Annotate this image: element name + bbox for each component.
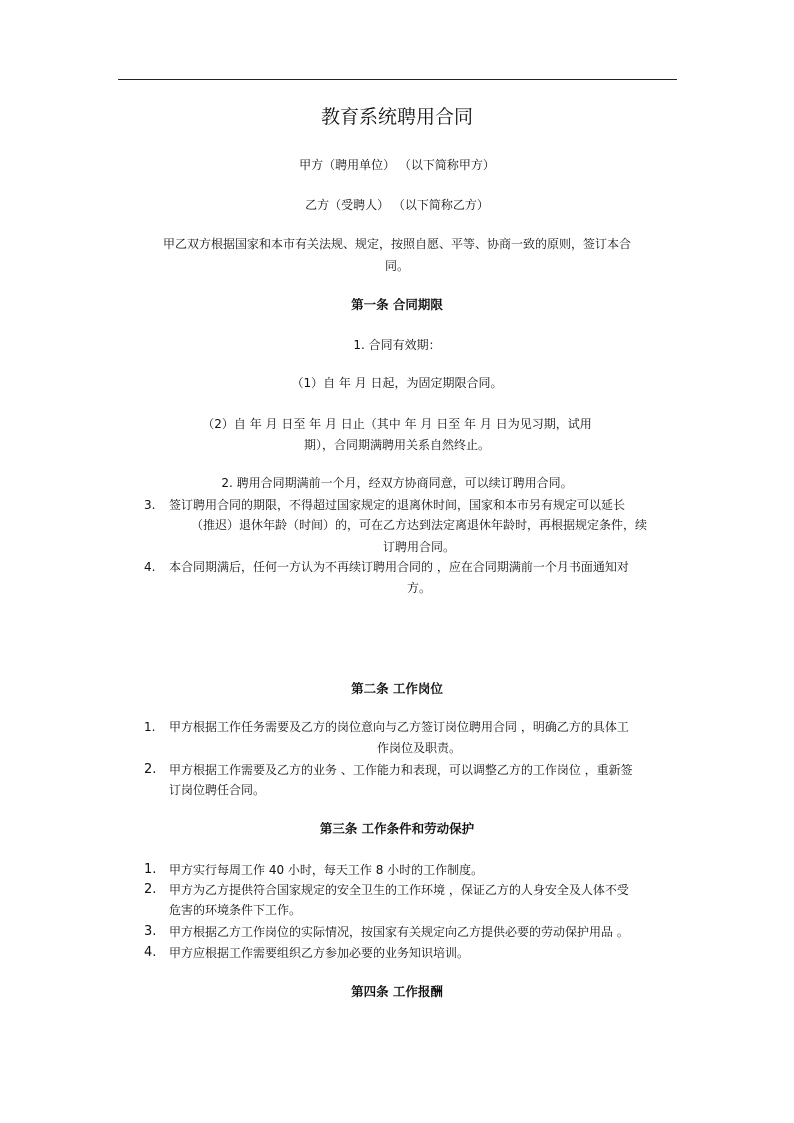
article-1-heading: 第一条 合同期限 [351, 297, 443, 312]
intro-line-2: 同。 [384, 259, 409, 273]
article-3-heading: 第三条 工作条件和劳动保护 [319, 821, 475, 836]
article-2-heading: 第二条 工作岗位 [351, 681, 443, 696]
article-2-item-1-line-2: 作岗位及职责。 [376, 741, 461, 755]
article-3-item-3: 甲方根据乙方工作岗位的实际情况，按国家有关规定向乙方提供必要的劳动保护用品 。 [169, 925, 629, 939]
article-2-item-1-line-1: 甲方根据工作任务需要及乙方的岗位意向与乙方签订岗位聘用合同 ，明确乙方的具体工 [169, 720, 629, 734]
article-3-item-4-number: 4. [144, 945, 157, 960]
article-1-item-3-line-1: 签订聘用合同的期限，不得超过国家规定的退离休时间，国家和本市另有规定可以延长 [169, 498, 626, 512]
article-1-item-1: 1. 合同有效期： [353, 338, 441, 352]
article-1-item-1a: （1）自 年 月 日起，为固定期限合同。 [291, 376, 503, 390]
article-2-item-2-line-1: 甲方根据工作需要及乙方的业务 、工作能力和表现，可以调整乙方的工作岗位 ，重新签 [169, 763, 633, 777]
article-1-item-4-line-2: 方。 [406, 581, 431, 595]
article-3-item-1: 甲方实行每周工作 40 小时，每天工作 8 小时的工作制度。 [169, 863, 484, 877]
article-3-item-4: 甲方应根据工作需要组织乙方参加必要的业务知识培训。 [169, 946, 470, 960]
article-3-item-2-number: 2. [144, 882, 157, 897]
article-1-item-4-number: 4. [144, 560, 156, 574]
article-2-item-2-line-2: 订岗位聘任合同。 [169, 783, 266, 797]
article-3-item-2-line-1: 甲方为乙方提供符合国家规定的安全卫生的工作环境 ，保证乙方的人身安全及人体不受 [169, 883, 629, 897]
intro-line-1: 甲乙双方根据国家和本市有关法规、规定，按照自愿、平等、协商一致的原则，签订本合 [162, 237, 631, 251]
article-2-item-2-number: 2. [144, 762, 157, 777]
article-1-item-3-line-3: 订聘用合同。 [382, 540, 455, 554]
article-1-item-3-line-2: （推迟）退休年龄（时间）的，可在乙方达到法定离退休年龄时，再根据规定条件，续 [190, 518, 647, 532]
article-3-item-2-line-2: 危害的环境条件下工作。 [169, 903, 302, 917]
header-rule [118, 79, 677, 80]
party-a-line: 甲方（聘用单位） （以下简称甲方） [299, 158, 495, 172]
article-1-item-2: 2. 聘用合同期满前一个月，经双方协商同意，可以续订聘用合同。 [221, 476, 573, 490]
article-3-item-1-number: 1. [144, 862, 157, 877]
article-1-item-1b-line-2: 期），合同期满聘用关系自然终止。 [303, 438, 490, 452]
article-3-item-3-number: 3. [144, 924, 157, 939]
article-1-item-1b-line-1: （2）自 年 月 日至 年 月 日止（其中 年 月 日至 年 月 日为见习期，试用 [202, 417, 592, 431]
article-4-heading: 第四条 工作报酬 [351, 984, 443, 999]
article-1-item-3-number: 3. [144, 498, 156, 512]
article-1-item-4-line-1: 本合同期满后，任何一方认为不再续订聘用合同的 ，应在合同期满前一个月书面通知对 [169, 560, 629, 574]
document-title: 教育系统聘用合同 [320, 106, 473, 128]
party-b-line: 乙方（受聘人） （以下简称乙方） [305, 198, 489, 212]
article-2-item-1-number: 1. [144, 720, 156, 734]
